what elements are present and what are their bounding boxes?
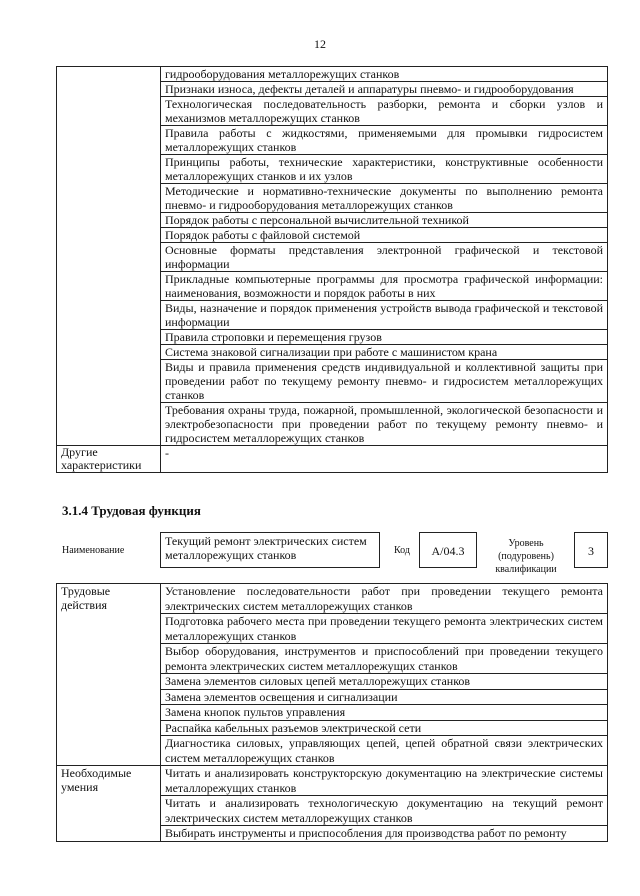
action-row-text: Распайка кабельных разъемов электрической сети	[161, 720, 608, 736]
knowledge-row-text: Прикладные компьютерные программы для просмотра графической информации: наименования, возможности и порядок работы в них	[161, 272, 608, 301]
action-row-text: Замена элементов освещения и сигнализации	[161, 689, 608, 705]
knowledge-row-text: Принципы работы, технические характеристики, конструктивные особенности металлорежущих станков и их узлов	[161, 155, 608, 184]
other-label: Другие характеристики	[57, 446, 161, 473]
knowledge-row-text: Порядок работы с персональной вычислительной техникой	[161, 213, 608, 228]
knowledge-row-text: Методические и нормативно-технические документы по выполнению ремонта пневмо- и гидрооборудования металлорежущих станков	[161, 184, 608, 213]
knowledge-row-text: гидрооборудования металлорежущих станков	[161, 67, 608, 82]
action-row	[57, 584, 608, 614]
other-value: -	[161, 446, 608, 473]
knowledge-label	[57, 67, 161, 446]
actions-skills-table	[56, 583, 608, 842]
name-value: Текущий ремонт электрических систем металлорежущих станков	[160, 532, 380, 568]
other-row	[57, 446, 608, 473]
knowledge-row-text: Система знаковой сигнализации при работе с машинистом крана	[161, 345, 608, 360]
level-label: Уровень (подуровень) квалификации	[495, 538, 557, 575]
level-value: 3	[574, 532, 608, 568]
knowledge-table	[56, 66, 608, 473]
skills-label: Необходимые умения	[57, 766, 161, 842]
skill-row-text: Выбирать инструменты и приспособления для производства работ по ремонту	[161, 826, 608, 842]
knowledge-row-text: Технологическая последовательность разборки, ремонта и сборки узлов и механизмов металлорежущих станков	[161, 97, 608, 126]
code-label: Код	[394, 545, 410, 556]
skill-row	[57, 766, 608, 796]
action-row-text: Замена кнопок пультов управления	[161, 705, 608, 721]
action-row-text: Замена элементов силовых цепей металлорежущих станков	[161, 674, 608, 690]
code-value: A/04.3	[419, 532, 477, 568]
knowledge-row-text: Признаки износа, дефекты деталей и аппаратуры пневмо- и гидрооборудования	[161, 82, 608, 97]
knowledge-row-text: Виды, назначение и порядок применения устройств вывода графической и текстовой информации	[161, 301, 608, 330]
knowledge-row-text: Требования охраны труда, пожарной, промышленной, экологической безопасности и электробезопасности при проведении работ по текущему ремонту пневмо- и гидросистем металлорежущих станков	[161, 403, 608, 446]
knowledge-row-text: Правила работы с жидкостями, применяемыми для промывки гидросистем металлорежущих станков	[161, 126, 608, 155]
section-title: 3.1.4 Трудовая функция	[62, 503, 201, 518]
knowledge-row-text: Правила строповки и перемещения грузов	[161, 330, 608, 345]
page-number: 12	[314, 37, 326, 51]
knowledge-row-text: Порядок работы с файловой системой	[161, 228, 608, 243]
action-row-text: Диагностика силовых, управляющих цепей, цепей обратной связи электрических систем металлорежущих станков	[161, 736, 608, 766]
name-label: Наименование	[62, 545, 125, 556]
skill-row-text: Читать и анализировать технологическую документацию на текущий ремонт электрических систем металлорежущих станков	[161, 796, 608, 826]
knowledge-row-text: Виды и правила применения средств индивидуальной и коллективной защиты при проведении работ по текущему ремонту пневмо- и гидросистем металлорежущих станков	[161, 360, 608, 403]
action-row-text: Установление последовательности работ при проведении текущего ремонта электрических систем металлорежущих станков	[161, 584, 608, 614]
action-row-text: Выбор оборудования, инструментов и приспособлений при проведении текущего ремонта электрических систем металлорежущих станков	[161, 644, 608, 674]
actions-label: Трудовые действия	[57, 584, 161, 766]
knowledge-row-text: Основные форматы представления электронной графической и текстовой информации	[161, 243, 608, 272]
knowledge-row	[57, 67, 608, 82]
action-row-text: Подготовка рабочего места при проведении текущего ремонта электрических систем металлорежущих станков	[161, 614, 608, 644]
skill-row-text: Читать и анализировать конструкторскую документацию на электрические системы металлорежущих станков	[161, 766, 608, 796]
